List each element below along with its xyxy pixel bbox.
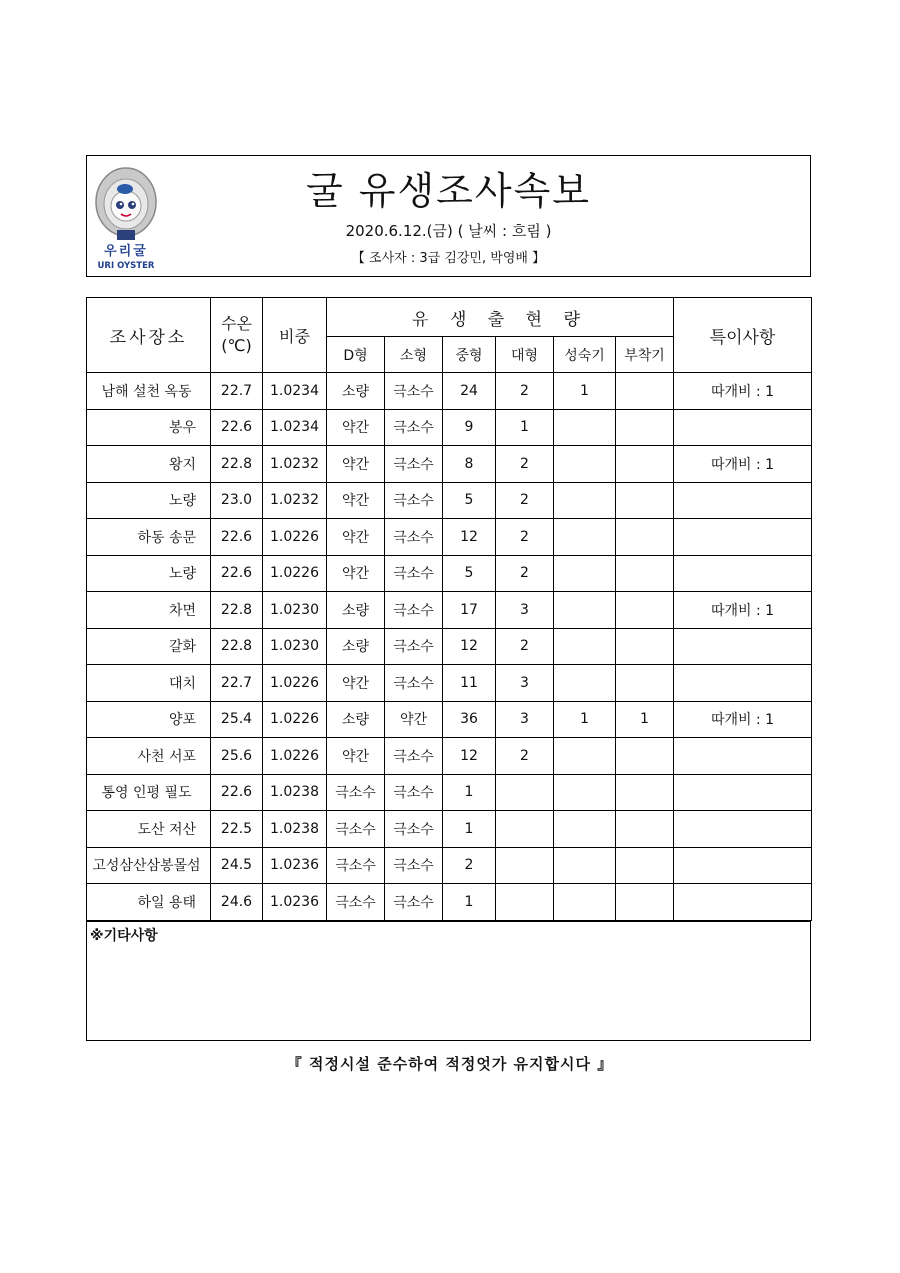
cell-mature [554,446,616,483]
cell-small: 극소수 [385,373,443,410]
cell-specific-gravity: 1.0238 [263,774,327,811]
cell-specific-gravity: 1.0232 [263,482,327,519]
cell-water-temp: 22.7 [211,665,263,702]
report-date-weather: 2020.6.12.(금) ( 날씨 : 흐림 ) [345,222,552,240]
cell-note [674,519,812,556]
cell-note [674,628,812,665]
cell-specific-gravity: 1.0236 [263,847,327,884]
cell-attached [616,847,674,884]
cell-mature [554,592,616,629]
cell-medium: 8 [443,446,496,483]
table-row [87,701,812,738]
cell-note: 따개비 : 1 [674,373,812,410]
other-notes-box [86,921,811,1041]
cell-small: 극소수 [385,482,443,519]
cell-specific-gravity: 1.0226 [263,555,327,592]
cell-small: 극소수 [385,555,443,592]
cell-water-temp: 22.5 [211,811,263,848]
cell-note [674,738,812,775]
cell-specific-gravity: 1.0232 [263,446,327,483]
sub-header-large: 대형 [496,337,554,373]
cell-location: 사천 서포 [87,738,211,775]
cell-location: 노량 [87,482,211,519]
cell-specific-gravity: 1.0230 [263,628,327,665]
cell-attached [616,738,674,775]
cell-mature [554,847,616,884]
cell-d-type: 약간 [327,482,385,519]
cell-d-type: 약간 [327,738,385,775]
cell-attached [616,592,674,629]
cell-location: 대치 [87,665,211,702]
report-header [86,155,811,277]
cell-large: 3 [496,592,554,629]
cell-small: 극소수 [385,774,443,811]
cell-d-type: 소량 [327,373,385,410]
header-special-notes: 특이사항 [674,298,812,373]
sub-header-d-type: D형 [327,337,385,373]
header-location: 조사장소 [87,298,211,373]
table-row [87,519,812,556]
cell-specific-gravity: 1.0238 [263,811,327,848]
cell-attached [616,628,674,665]
cell-attached [616,482,674,519]
cell-location: 노량 [87,555,211,592]
cell-water-temp: 25.6 [211,738,263,775]
cell-note [674,774,812,811]
cell-medium: 1 [443,884,496,921]
cell-mature [554,482,616,519]
cell-large: 3 [496,665,554,702]
cell-small: 극소수 [385,884,443,921]
cell-note: 따개비 : 1 [674,446,812,483]
cell-mature: 1 [554,373,616,410]
cell-large: 2 [496,555,554,592]
cell-specific-gravity: 1.0234 [263,373,327,410]
svg-text:URI OYSTER: URI OYSTER [97,261,155,271]
cell-specific-gravity: 1.0230 [263,592,327,629]
cell-d-type: 약간 [327,665,385,702]
cell-large: 2 [496,446,554,483]
table-row [87,373,812,410]
cell-note [674,847,812,884]
cell-d-type: 소량 [327,592,385,629]
cell-specific-gravity: 1.0226 [263,701,327,738]
cell-d-type: 약간 [327,519,385,556]
cell-large [496,774,554,811]
cell-small: 극소수 [385,446,443,483]
cell-water-temp: 22.8 [211,446,263,483]
cell-large: 3 [496,701,554,738]
cell-mature [554,811,616,848]
svg-text:우리굴: 우리굴 [104,244,148,259]
cell-d-type: 극소수 [327,847,385,884]
cell-large [496,884,554,921]
cell-water-temp: 22.8 [211,592,263,629]
cell-water-temp: 22.6 [211,555,263,592]
cell-location: 차면 [87,592,211,629]
cell-note: 따개비 : 1 [674,592,812,629]
cell-location: 도산 저산 [87,811,211,848]
table-row [87,482,812,519]
cell-medium: 12 [443,519,496,556]
cell-specific-gravity: 1.0226 [263,738,327,775]
cell-large [496,811,554,848]
cell-medium: 24 [443,373,496,410]
cell-location: 갈화 [87,628,211,665]
cell-location: 통영 인평 필도 [87,774,211,811]
table-row [87,811,812,848]
cell-note [674,884,812,921]
cell-medium: 5 [443,482,496,519]
cell-attached [616,665,674,702]
cell-large: 2 [496,628,554,665]
cell-large: 1 [496,409,554,446]
cell-small: 극소수 [385,519,443,556]
cell-large: 2 [496,519,554,556]
cell-small: 극소수 [385,592,443,629]
cell-d-type: 약간 [327,555,385,592]
cell-specific-gravity: 1.0226 [263,665,327,702]
cell-attached: 1 [616,701,674,738]
table-row [87,738,812,775]
cell-medium: 17 [443,592,496,629]
table-row [87,446,812,483]
cell-attached [616,811,674,848]
cell-small: 극소수 [385,811,443,848]
table-row [87,628,812,665]
cell-water-temp: 22.6 [211,774,263,811]
header-specific-gravity: 비중 [263,298,327,373]
larvae-survey-table [86,297,812,921]
other-notes-label: ※기타사항 [90,928,158,944]
cell-water-temp: 22.6 [211,409,263,446]
cell-large: 2 [496,482,554,519]
table-row [87,665,812,702]
cell-d-type: 약간 [327,409,385,446]
cell-specific-gravity: 1.0234 [263,409,327,446]
cell-attached [616,409,674,446]
report-title: 굴 유생조사속보 [305,169,592,213]
cell-d-type: 약간 [327,446,385,483]
cell-water-temp: 22.7 [211,373,263,410]
cell-d-type: 소량 [327,701,385,738]
cell-attached [616,774,674,811]
header-larvae-appearance: 유 생 출 현 량 [327,298,674,337]
table-row [87,884,812,921]
cell-mature [554,884,616,921]
cell-specific-gravity: 1.0236 [263,884,327,921]
sub-header-medium: 중형 [443,337,496,373]
cell-d-type: 소량 [327,628,385,665]
cell-large [496,847,554,884]
cell-note [674,409,812,446]
header-water-temp: 수온 (℃) [211,298,263,373]
cell-mature [554,409,616,446]
cell-small: 약간 [385,701,443,738]
cell-large: 2 [496,373,554,410]
cell-mature [554,774,616,811]
cell-small: 극소수 [385,628,443,665]
sub-header-mature: 성숙기 [554,337,616,373]
cell-note [674,811,812,848]
cell-d-type: 극소수 [327,774,385,811]
cell-small: 극소수 [385,665,443,702]
cell-location: 왕지 [87,446,211,483]
table-row [87,774,812,811]
cell-location: 하일 용태 [87,884,211,921]
cell-medium: 36 [443,701,496,738]
cell-medium: 11 [443,665,496,702]
cell-medium: 12 [443,738,496,775]
cell-d-type: 극소수 [327,884,385,921]
cell-attached [616,884,674,921]
cell-medium: 2 [443,847,496,884]
sub-header-attached: 부착기 [616,337,674,373]
table-row [87,409,812,446]
cell-water-temp: 23.0 [211,482,263,519]
report-investigators: 【 조사자 : 3급 김강민, 박영배 】 [351,251,546,266]
cell-water-temp: 24.6 [211,884,263,921]
cell-medium: 12 [443,628,496,665]
cell-water-temp: 24.5 [211,847,263,884]
cell-small: 극소수 [385,847,443,884]
cell-mature [554,738,616,775]
table-row [87,555,812,592]
cell-medium: 1 [443,774,496,811]
cell-d-type: 극소수 [327,811,385,848]
cell-attached [616,446,674,483]
cell-medium: 9 [443,409,496,446]
cell-location: 봉우 [87,409,211,446]
cell-location: 남해 설천 옥동 [87,373,211,410]
cell-mature [554,628,616,665]
cell-note [674,665,812,702]
cell-water-temp: 22.6 [211,519,263,556]
cell-attached [616,373,674,410]
cell-attached [616,519,674,556]
cell-water-temp: 25.4 [211,701,263,738]
cell-mature [554,519,616,556]
cell-mature: 1 [554,701,616,738]
cell-specific-gravity: 1.0226 [263,519,327,556]
cell-note: 따개비 : 1 [674,701,812,738]
cell-note [674,555,812,592]
cell-location: 양포 [87,701,211,738]
table-row [87,847,812,884]
cell-small: 극소수 [385,738,443,775]
table-row [87,592,812,629]
footer-slogan: 『 적정시설 준수하여 적정엇가 유지합시다 』 [286,1055,614,1073]
cell-small: 극소수 [385,409,443,446]
cell-mature [554,665,616,702]
cell-medium: 1 [443,811,496,848]
cell-location: 고성삼산삼봉몰섬 [87,847,211,884]
cell-water-temp: 22.8 [211,628,263,665]
sub-header-small: 소형 [385,337,443,373]
cell-attached [616,555,674,592]
cell-location: 하동 송문 [87,519,211,556]
cell-note [674,482,812,519]
cell-mature [554,555,616,592]
cell-large: 2 [496,738,554,775]
cell-medium: 5 [443,555,496,592]
